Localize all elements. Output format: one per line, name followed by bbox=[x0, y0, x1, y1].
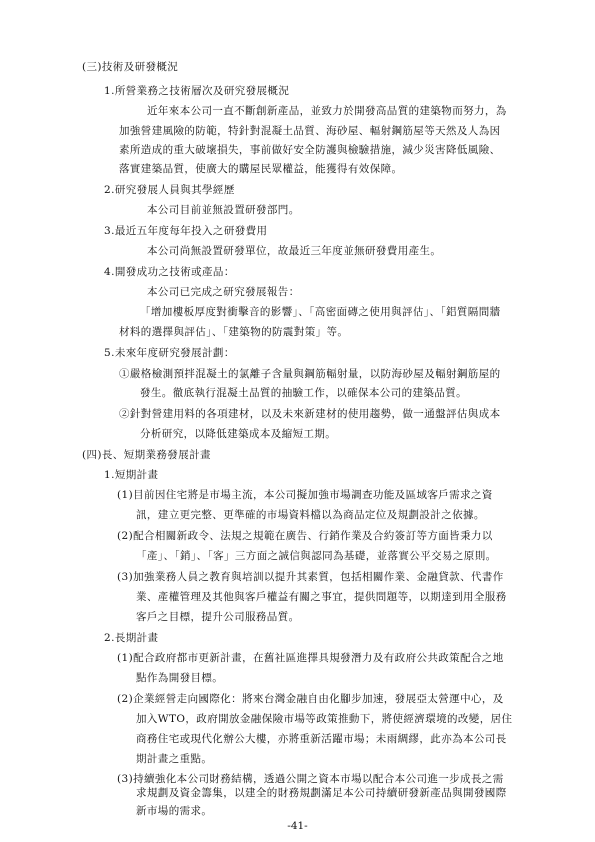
paragraph-line: (3)加強業務人員之教育與培訓以提升其素質，包括相關作業、金融貸款、代書作 bbox=[117, 571, 504, 583]
paragraph-line: 新市場的需求。 bbox=[136, 805, 213, 817]
section-heading: (三)技術及研發概況 bbox=[82, 61, 179, 73]
item-title: 1.所營業務之技術層次及研究發展概況 bbox=[104, 85, 290, 97]
paragraph-line: 加入WTO，政府開放金融保險市場等政策推動下，將使經濟環境的改變，居住 bbox=[136, 713, 513, 725]
item-title: 4.開發成功之技術或產品： bbox=[104, 266, 235, 278]
item-title: 3.最近五年度每年投入之研發費用 bbox=[104, 225, 268, 237]
paragraph-line: 加強營建風險的防範，特針對混凝土品質、海砂屋、輻射鋼筋屋等天然及人為因 bbox=[119, 125, 501, 137]
paragraph-line: 分析研究，以降低建築成本及縮短工期。 bbox=[140, 428, 337, 440]
section-heading: (四)長、短期業務發展計畫 bbox=[82, 449, 211, 461]
paragraph-line: 期計畫之重點。 bbox=[136, 753, 213, 765]
paragraph-line: 商務住宅或現代化辦公大樓，亦將重新活躍市場；未雨綢繆，此亦為本公司長 bbox=[136, 733, 507, 745]
item-title: 5.未來年度研究發展計劃： bbox=[104, 347, 235, 359]
paragraph-line: 業、產權管理及其他與客戶權益有關之事宜，提供問題等，以期達到用全服務 bbox=[136, 591, 507, 603]
paragraph-line: 客戶之目標，提升公司服務品質。 bbox=[136, 611, 300, 623]
paragraph-line: 本公司已完成之研究發展報告： bbox=[147, 286, 300, 298]
paragraph-line: 素所造成的重大破壞損失，事前做好安全防護與檢驗措施，減少災害降低風險、 bbox=[119, 144, 501, 156]
page-number: -41- bbox=[287, 820, 308, 832]
paragraph-line: 近年來本公司一直不斷創新產品，並致力於開發高品質的建築物而努力，為 bbox=[147, 105, 507, 117]
paragraph-line: 訊，建立更完整、更準確的市場資料檔以為商品定位及規劃設計之依據。 bbox=[136, 509, 485, 521]
item-title: 2.研究發展人員與其學經歷 bbox=[104, 184, 235, 196]
paragraph-line: 落實建築品質，使廣大的購屋民眾權益，能獲得有效保障。 bbox=[119, 163, 403, 175]
paragraph-line: 求規劃及資金籌集，以建全的財務規劃滿足本公司持續研發新產品與開發國際 bbox=[136, 787, 507, 799]
paragraph-line: 「增加樓板厚度對衝擊音的影響」、「高密面磚之使用與評估」、「鋁質隔間牆 bbox=[140, 306, 501, 318]
paragraph-line: (3)持續強化本公司財務結構，透過公開之資本市場以配合本公司進一步成長之需 bbox=[117, 773, 504, 785]
paragraph-line: 點作為開發目標。 bbox=[136, 672, 224, 684]
paragraph-line: 本公司目前並無設置研發部門。 bbox=[147, 204, 300, 216]
paragraph-line: (2)企業經營走向國際化：將來台灣金融自由化腳步加速，發展亞太營運中心，及 bbox=[117, 693, 504, 705]
paragraph-line: (1)目前因住宅將是市場主流，本公司擬加強市場調查功能及區域客戶需求之資 bbox=[117, 489, 493, 501]
item-title: 2.長期計畫 bbox=[104, 632, 159, 644]
item-title: 1.短期計畫 bbox=[104, 469, 159, 481]
paragraph-line: ②針對營建用料的各項建材，以及未來新建材的使用趨勢，做一通盤評估與成本 bbox=[119, 408, 501, 420]
paragraph-line: (1)配合政府都市更新計畫，在舊社區進擇具規發潛力及有政府公共政策配合之地 bbox=[117, 652, 504, 664]
paragraph-line: 「產」、「銷」、「客」三方面之誠信與認同為基礎，並落實公平交易之原則。 bbox=[136, 550, 497, 562]
paragraph-line: 發生。徹底執行混凝土品質的抽驗工作，以確保本公司的建築品質。 bbox=[140, 387, 467, 399]
paragraph-line: 材料的選擇與評估」、「建築物的防震對策」等。 bbox=[119, 326, 349, 338]
paragraph-line: ①嚴格檢測預拌混凝土的氯離子含量與鋼筋輻射量，以防海砂屋及輻射鋼筋屋的 bbox=[119, 368, 501, 380]
paragraph-line: (2)配合相關新政令、法規之規範在廣告、行銷作業及合約簽訂等方面皆秉力以 bbox=[117, 530, 493, 542]
paragraph-line: 本公司尚無設置研發單位，故最近三年度並無研發費用產生。 bbox=[147, 245, 442, 257]
